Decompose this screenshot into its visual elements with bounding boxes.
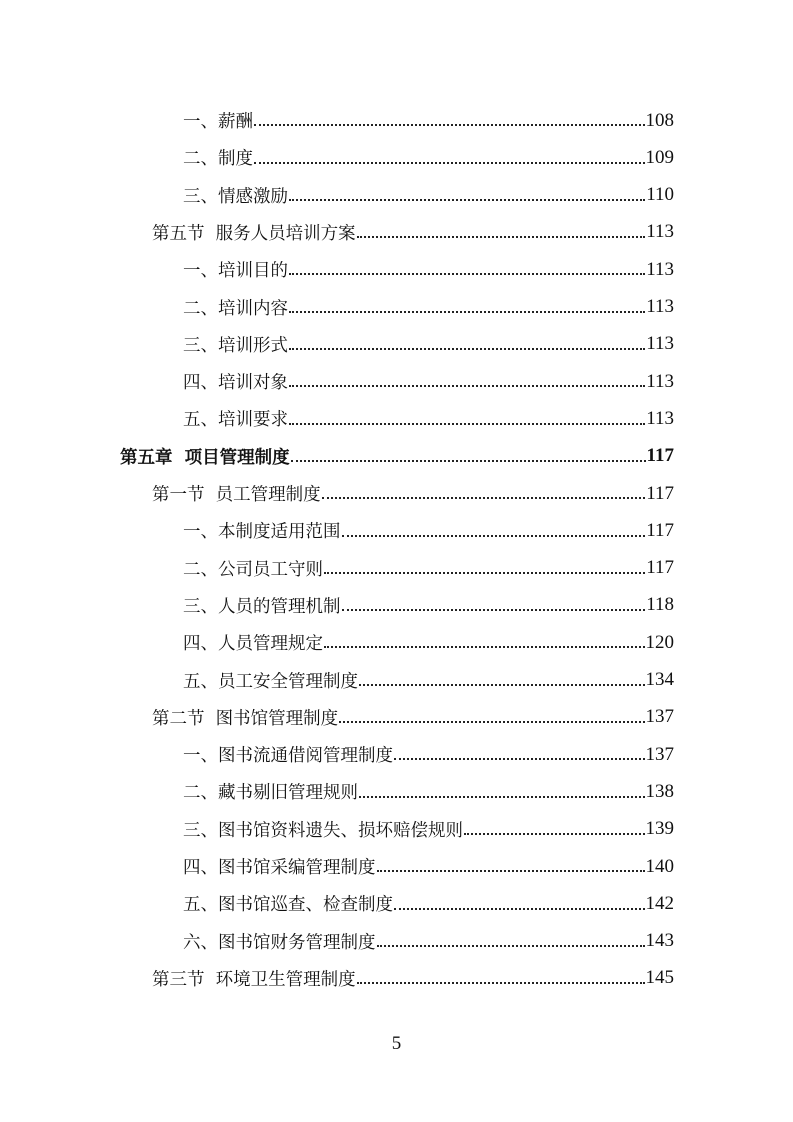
dot-leader: [291, 448, 646, 466]
toc-subsection-entry[interactable]: [183, 326, 674, 363]
toc-section-entry[interactable]: [152, 214, 674, 251]
toc-entry-page: 113: [646, 333, 674, 355]
toc-entry-page: 137: [645, 743, 674, 765]
dot-leader: [324, 635, 645, 653]
toc-entry-page: 145: [645, 967, 674, 989]
dot-leader: [339, 710, 644, 728]
dot-leader: [289, 187, 645, 205]
toc-entry-title: 第二节 图书馆管理制度: [152, 708, 339, 729]
toc-entry-page: 110: [646, 184, 674, 206]
toc-entry-page: 113: [646, 221, 674, 243]
toc-subsection-entry[interactable]: [183, 102, 674, 139]
toc-subsection-entry[interactable]: [183, 624, 674, 661]
toc-subsection-entry[interactable]: [183, 587, 674, 624]
toc-entry-page: 138: [645, 780, 674, 802]
toc-entry-title: 二、藏书剔旧管理规则: [183, 783, 358, 804]
toc-entry-page: 117: [646, 445, 674, 467]
dot-leader: [357, 971, 645, 989]
toc-subsection-entry[interactable]: [183, 923, 674, 960]
dot-leader: [359, 784, 645, 802]
toc-entry-title: 三、人员的管理机制: [183, 596, 341, 617]
toc-subsection-entry[interactable]: [183, 139, 674, 176]
toc-subsection-entry[interactable]: [183, 400, 674, 437]
toc-entry-title: 二、培训内容: [183, 298, 288, 319]
toc-entry-title: 四、人员管理规定: [183, 634, 323, 655]
toc-entry-title: 三、图书馆资料遗失、损坏赔偿规则: [183, 820, 463, 841]
page-number: 5: [391, 1033, 402, 1054]
dot-leader: [377, 933, 645, 951]
toc-entry-title: 第一节 员工管理制度: [152, 485, 321, 505]
toc-subsection-entry[interactable]: [183, 251, 674, 288]
toc-entry-title: 三、培训形式: [183, 335, 288, 356]
toc-entry-page: 117: [646, 557, 674, 579]
toc-entry-page: 109: [645, 146, 674, 168]
toc-entry-page: 140: [645, 855, 674, 877]
toc-entry-title: 一、培训目的: [183, 261, 288, 282]
dot-leader: [357, 225, 646, 243]
toc-subsection-entry[interactable]: [183, 736, 674, 773]
toc-entry-page: 118: [646, 594, 674, 616]
toc-entry-title: 五、图书馆巡查、检查制度: [183, 895, 393, 916]
toc-entry-title: 二、公司员工守则: [183, 559, 323, 580]
toc-subsection-entry[interactable]: [183, 289, 674, 326]
toc-entry-page: 120: [645, 631, 674, 653]
dot-leader: [342, 598, 646, 616]
toc-entry-page: 134: [645, 669, 674, 690]
toc-subsection-entry[interactable]: [183, 363, 674, 400]
toc-entry-title: 一、薪酬: [183, 112, 253, 132]
toc-entry-page: 117: [646, 519, 674, 541]
toc-entry-page: 113: [646, 296, 674, 317]
toc-entry-title: 第五章 项目管理制度: [120, 447, 290, 468]
dot-leader: [394, 747, 645, 765]
dot-leader: [377, 859, 645, 877]
toc-entry-page: 117: [646, 482, 674, 504]
toc-subsection-entry[interactable]: [183, 848, 674, 885]
toc-entry-page: 113: [646, 370, 674, 392]
toc-entry-title: 第五节 服务人员培训方案: [152, 223, 356, 244]
dot-leader: [342, 523, 646, 541]
toc-section-entry[interactable]: [152, 960, 674, 997]
toc-entry-title: 二、制度: [183, 149, 253, 170]
toc-subsection-entry[interactable]: [183, 512, 674, 549]
dot-leader: [289, 337, 645, 355]
toc-entry-page: 108: [645, 109, 674, 131]
dot-leader: [394, 896, 645, 914]
toc-entry-title: 四、培训对象: [183, 373, 288, 394]
toc-entry-page: 139: [645, 818, 674, 840]
dot-leader: [289, 299, 645, 317]
dot-leader: [322, 486, 646, 504]
toc-section-entry[interactable]: [152, 475, 674, 512]
dot-leader: [289, 411, 645, 429]
toc-entry-title: 四、图书馆采编管理制度: [183, 858, 376, 878]
toc-subsection-entry[interactable]: [183, 177, 674, 214]
toc-entry-page: 142: [645, 892, 674, 914]
dot-leader: [464, 821, 645, 839]
toc-entry-title: 第三节 环境卫生管理制度: [152, 969, 356, 990]
dot-leader: [289, 374, 645, 392]
toc-subsection-entry[interactable]: [183, 550, 674, 587]
toc-subsection-entry[interactable]: [183, 885, 674, 922]
dot-leader: [359, 672, 645, 690]
toc-entry-title: 一、图书流通借阅管理制度: [183, 746, 393, 767]
dot-leader: [254, 150, 645, 168]
dot-leader: [254, 113, 645, 131]
toc-entry-page: 143: [645, 930, 674, 952]
dot-leader: [289, 262, 645, 280]
toc-entry-title: 五、员工安全管理制度: [183, 671, 358, 692]
toc-entry-title: 六、图书馆财务管理制度: [183, 932, 376, 953]
dot-leader: [324, 560, 645, 578]
toc-subsection-entry[interactable]: [183, 773, 674, 810]
toc-entry-title: 一、本制度适用范围: [183, 522, 341, 543]
toc-chapter-entry[interactable]: [120, 438, 674, 475]
toc-entry-page: 113: [646, 407, 674, 429]
toc-entry-title: 三、情感激励: [183, 186, 288, 207]
toc-subsection-entry[interactable]: [183, 811, 674, 848]
toc-entry-title: 五、培训要求: [183, 410, 288, 431]
toc-subsection-entry[interactable]: [183, 662, 674, 699]
toc-entry-page: 137: [645, 706, 674, 728]
toc-entry-page: 113: [646, 258, 674, 280]
toc-section-entry[interactable]: [152, 699, 674, 736]
